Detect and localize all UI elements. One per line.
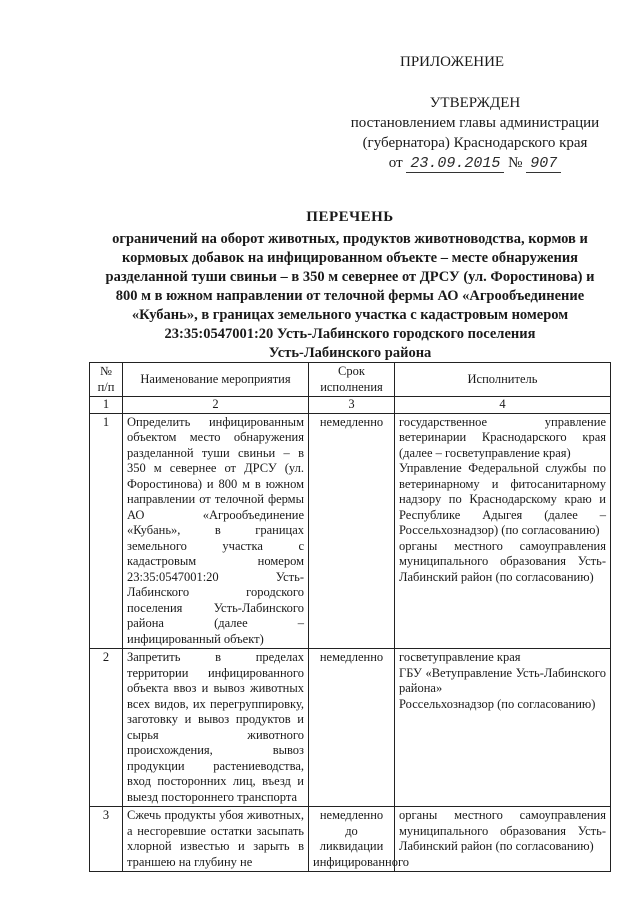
header-num: № п/п — [90, 363, 123, 397]
table-row — [90, 807, 611, 872]
header-action: Наименование мероприятия — [123, 363, 309, 397]
row-number: 1 — [90, 413, 123, 649]
number-sign: № — [508, 155, 523, 171]
row-action: Запретить в пределах территории инфицированного объекта ввоз и вывоз животных всех видов, их перегруппировку, заготовку и вывоз продуктов и сырья животного происхождения, вывоз продукции растениеводства, вход посторонних лиц, въезд и выезд постороннего транспорта — [123, 649, 309, 807]
title-line: Усть-Лабинского района — [268, 345, 432, 361]
executor-item: органы местного самоуправления муниципального образования Усть-Лабинский район (по согласованию) — [399, 538, 606, 584]
executor-item: органы местного самоуправления муниципального образования Усть-Лабинский район (по согласованию) — [399, 808, 606, 853]
title-line: 23:35:0547001:20 Усть-Лабинского городского поселения — [164, 326, 536, 342]
table-header-row — [90, 363, 611, 397]
executor-item: государственное управление ветеринарии Краснодарского края (далее – госветуправление края) — [399, 414, 606, 460]
title-line: кормовых добавок на инфицированном объекте – месте обнаружения — [121, 250, 579, 266]
column-number-row — [90, 397, 611, 414]
approval-block — [330, 93, 620, 174]
title-line: 800 м в южном направлении от телочной фермы АО «Агрообъединение — [115, 288, 585, 304]
column-number: 2 — [123, 397, 309, 414]
title-line: ограничений на оборот животных, продуктов животноводства, кормов и — [112, 231, 588, 247]
header-executor: Исполнитель — [395, 363, 611, 397]
executor-item: ГБУ «Ветуправление Усть-Лабинского района» — [399, 665, 606, 695]
approved-by-line2: (губернатора) Краснодарского края — [362, 135, 588, 151]
approval-date-line — [330, 153, 620, 174]
row-executor — [395, 807, 611, 872]
row-term: немедленно — [309, 413, 395, 649]
title-line: разделанной туши свиньи – в 350 м севернее от ДРСУ (ул. Форостинова) и — [105, 269, 595, 285]
row-executor — [395, 649, 611, 807]
row-executor — [395, 413, 611, 649]
table-row — [90, 649, 611, 807]
date-prefix: от — [388, 155, 403, 171]
column-number: 4 — [395, 397, 611, 414]
executor-item: госветуправление края — [399, 650, 521, 664]
row-action: Сжечь продукты убоя животных, а несгоревшие остатки засыпать хлорной известью и зарыть в траншею на глубину не — [123, 807, 309, 872]
measures-table — [89, 362, 611, 872]
title-main: ПЕРЕЧЕНЬ — [306, 209, 394, 225]
appendix-label: ПРИЛОЖЕНИЕ — [400, 54, 505, 70]
row-number: 3 — [90, 807, 123, 872]
header-term: Срок исполнения — [309, 363, 395, 397]
approved-label: УТВЕРЖДЕН — [429, 95, 521, 111]
executor-item: Россельхознадзор (по согласованию) — [399, 696, 596, 711]
row-action: Определить инфицированным объектом место обнаружения разделанной туши свиньи – в 350 м севернее от ДРСУ (ул. Форостинова) и 800 м в южном направлении от телочной фермы АО «Агрообъединение «Кубань», в границах земельного участка с кадастровым номером 23:35:0547001:20 Усть-Лабинского городского поселения Усть-Лабинского района (далее – инфицированный объект) — [123, 413, 309, 649]
handwritten-date: 23.09.2015 — [406, 155, 504, 173]
table-row — [90, 413, 611, 649]
approved-by-line1: постановлением главы администрации — [350, 115, 600, 131]
handwritten-number: 907 — [526, 155, 561, 173]
column-number: 3 — [309, 397, 395, 414]
row-number: 2 — [90, 649, 123, 807]
column-number: 1 — [90, 397, 123, 414]
document-title — [90, 208, 610, 363]
executor-item: Управление Федеральной службы по ветеринарному и фитосанитарному надзору по Краснодарскому краю и Республике Адыгея (далее – Россельхознадзор) (по согласованию) — [399, 461, 606, 537]
row-term: немедленно до ликвидации инфицированного — [309, 807, 395, 872]
row-term: немедленно — [309, 649, 395, 807]
title-line: «Кубань», в границах земельного участка с кадастровым номером — [131, 307, 569, 323]
